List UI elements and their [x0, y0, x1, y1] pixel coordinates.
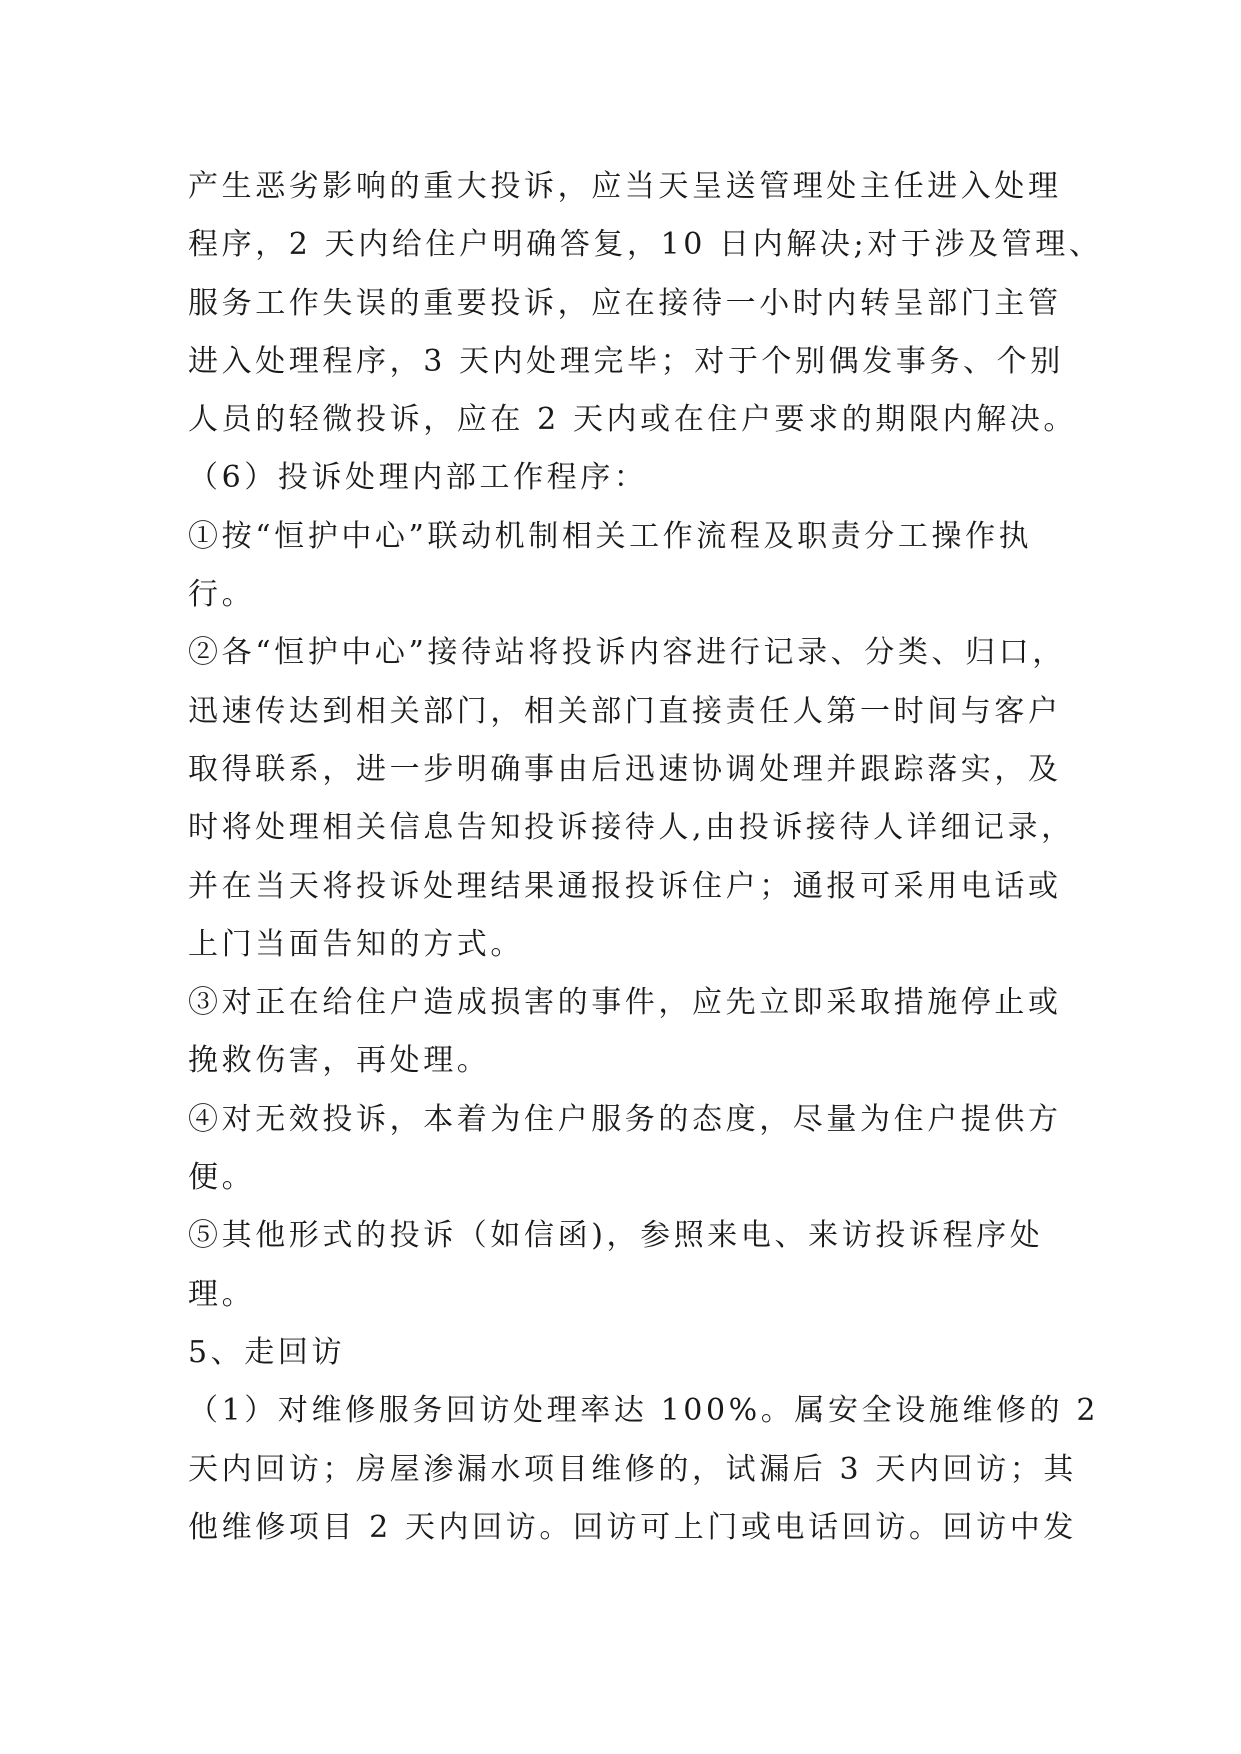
text-line: 挽救伤害，再处理。	[188, 1043, 491, 1079]
text-line: 行。	[188, 577, 256, 613]
text-line: ③对正在给住户造成损害的事件，应先立即采取措施停止或	[188, 985, 1062, 1021]
text-line: 时将处理相关信息告知投诉接待人,由投诉接待人详细记录，	[188, 810, 1075, 846]
text-line: 上门当面告知的方式。	[188, 926, 524, 962]
text-line: 并在当天将投诉处理结果通报投诉住户；通报可采用电话或	[188, 868, 1062, 904]
text-line: 进入处理程序，3 天内处理完毕；对于个别偶发事务、个别	[188, 343, 1064, 379]
text-line: ⑤其他形式的投诉（如信函)，参照来电、来访投诉程序处	[188, 1218, 1044, 1254]
text-line: 天内回访；房屋渗漏水项目维修的，试漏后 3 天内回访；其	[188, 1451, 1077, 1487]
text-line: ①按“恒护中心”联动机制相关工作流程及职责分工操作执	[188, 518, 1033, 554]
text-line: （1）对维修服务回访处理率达 100%。属安全设施维修的 2	[188, 1393, 1100, 1429]
body-text	[188, 158, 1103, 1557]
text-line: 程序，2 天内给住户明确答复，10 日内解决;对于涉及管理、	[188, 227, 1103, 263]
text-line: 他维修项目 2 天内回访。回访可上门或电话回访。回访中发	[188, 1509, 1077, 1545]
text-line: 取得联系，进一步明确事由后迅速协调处理并跟踪落实，及	[188, 751, 1062, 787]
text-line: 服务工作失误的重要投诉，应在接待一小时内转呈部门主管	[188, 285, 1062, 321]
text-line: （6）投诉处理内部工作程序：	[188, 460, 648, 496]
text-line: 迅速传达到相关部门，相关部门直接责任人第一时间与客户	[188, 693, 1062, 729]
text-line: 产生恶劣影响的重大投诉，应当天呈送管理处主任进入处理	[188, 169, 1062, 204]
text-line: ④对无效投诉，本着为住户服务的态度，尽量为住户提供方	[188, 1101, 1062, 1137]
text-line: 便。	[188, 1160, 256, 1196]
section-heading: 5、走回访	[188, 1334, 346, 1370]
text-line: ②各“恒护中心”接待站将投诉内容进行记录、分类、归口，	[188, 635, 1066, 671]
text-line: 理。	[188, 1276, 256, 1312]
text-line: 人员的轻微投诉，应在 2 天内或在住户要求的期限内解决。	[188, 402, 1077, 438]
